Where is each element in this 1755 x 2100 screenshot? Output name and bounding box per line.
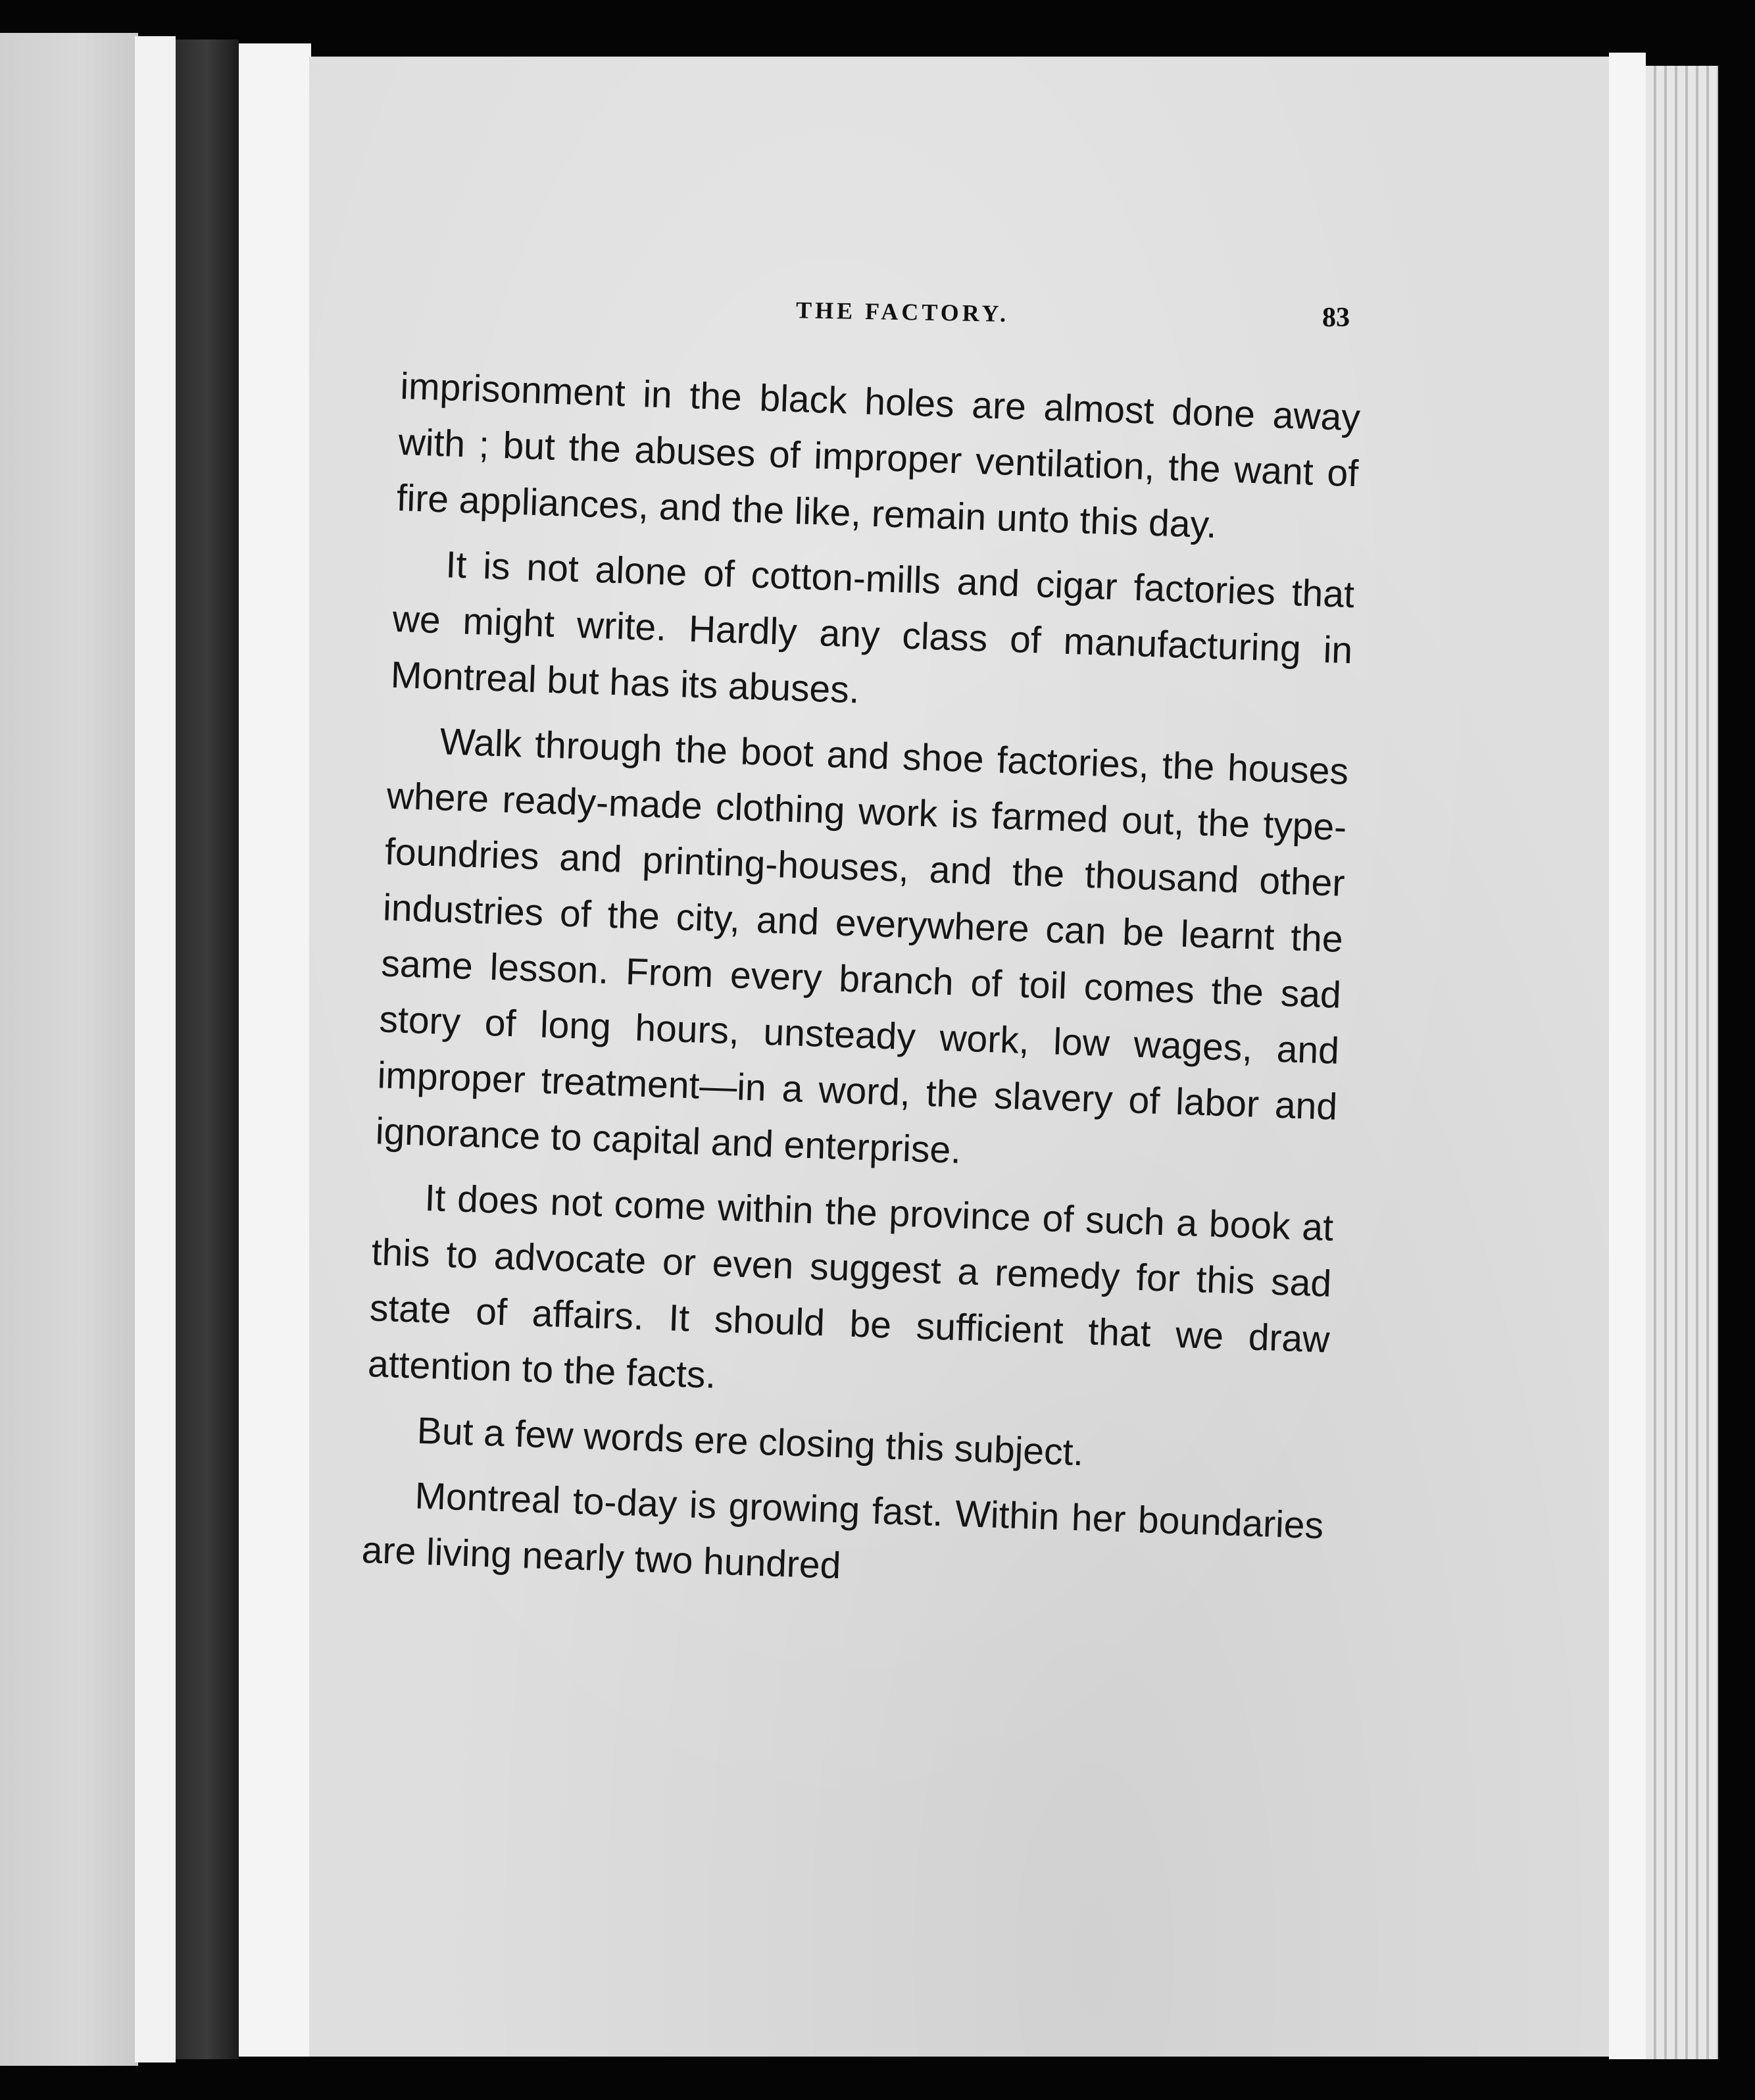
paragraph-5: But a few words ere closing this subject.: [416, 1409, 1085, 1474]
paragraph-2: It is not alone of cotton-mills and cigar factories that we might write. Hardly any class of manufacturing in Montreal but has its abuses.: [389, 543, 1355, 712]
page-number: 83: [1322, 303, 1350, 333]
running-head: [0, 298, 1755, 344]
paragraph-4: It does not come within the province of such a book at this to advocate or even suggest a remedy for this sad state of affairs. It should be sufficient that we draw attention to the facts.: [367, 1176, 1335, 1397]
body-text: [360, 359, 1361, 1610]
page-stack-edges: [1646, 66, 1718, 2059]
paragraph-3: Walk through the boot and shoe factories, the houses where ready-made clothing work is farmed out, the type-foundries and printing-houses, and the thousand other industries of the city, and everywhere can be learnt the same lesson. From every branch of toil comes the sad story of long hours, unsteady work, low wages, and improper treatment—in a word, the slavery of labor and ignorance to capital and enterprise.: [374, 720, 1350, 1172]
paragraph-6: Montreal to-day is growing fast. Within her boundaries are living nearly two hundred: [360, 1474, 1324, 1588]
page-right-margin: [1609, 53, 1646, 2059]
paragraph-1: imprisonment in the black holes are almost done away with ; but the abuses of improper ventilation, the want of fire appliances, and the like, remain unto this day.: [395, 364, 1361, 547]
running-title: THE FACTORY.: [795, 297, 1010, 327]
page-fold: [239, 43, 311, 2057]
